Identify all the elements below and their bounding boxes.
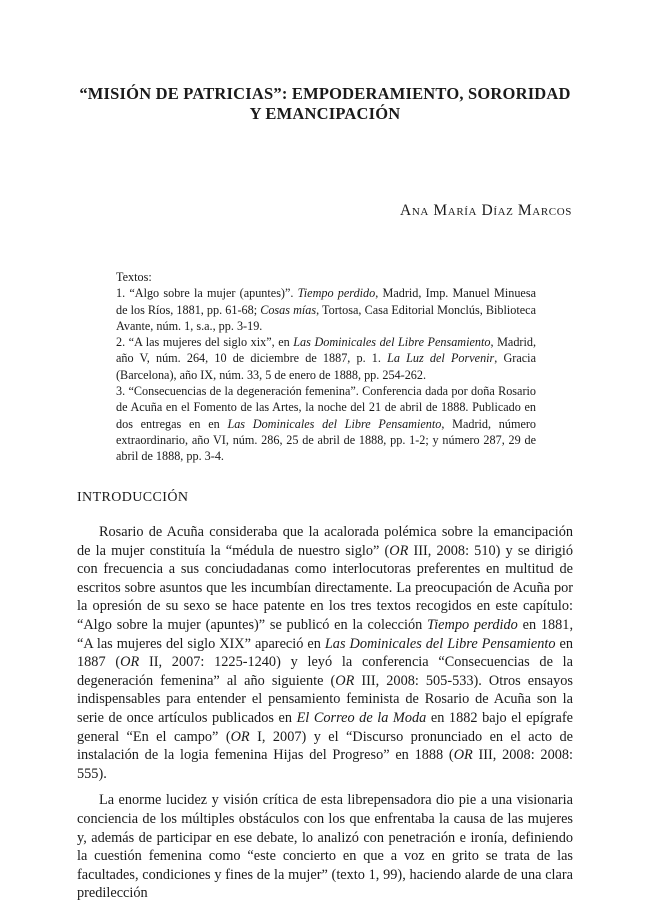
section-heading: INTRODUCCIÓN [77,490,189,505]
citation-abbrev: OR [230,728,250,745]
source-text: , Madrid, Imp. Manuel Minuesa de los Ríos, 1881, pp. 61-68; [116,286,536,317]
article-title [60,84,590,124]
article-title-line-1: “MISIÓN DE PATRICIAS”: EMPODERAMIENTO, SORORIDAD [79,84,571,103]
citation-abbrev: OR [453,747,473,764]
source-text: , Madrid, año V, núm. 264, 10 de diciembre de 1887, p. 1. [116,335,536,366]
article-title-line-2: Y EMANCIPACIÓN [249,104,401,123]
citation-abbrev: OR [120,654,140,671]
work-title: Tiempo perdido [427,616,518,633]
text-run: III, 2008: 505-533). Otros ensayos indispensables para entender el pensamiento feminista de Rosario de Acuña son la serie de once artículos publicados en [77,672,573,726]
source-title: Las Dominicales del Libre Pensamiento [227,416,442,431]
text-run: III, 2008: 510) y se dirigió con frecuencia a sus conciudadanas como interlocutoras preferentes en multitud de escritos sobre asuntos que les incumbían directamente. La preocupación de Acuña por la opresión de su sexo se hace patente en los tres textos recogidos en este capítulo: “Algo sobre la mujer (apuntes)” se publicó en la colección [77,542,573,633]
text-run: en 1881, “A las mujeres del siglo XIX” apareció en [77,616,574,652]
text-run: I, 2007) y el “Discurso pronunciado en el acto de instalación de la logia femenina Hijas del Progreso” en 1888 ( [77,728,574,764]
text-run: en 1882 bajo el epígrafe general “En el campo” ( [77,709,573,745]
source-texts [116,269,536,465]
body-text [77,523,573,909]
work-title: El Correo de la Moda [296,709,427,726]
source-entry-3 [116,383,536,464]
paragraph: La enorme lucidez y visión crítica de esta librepensadora dio pie a una visionaria conciencia de los múltiples obstáculos con los que enfrentaba la causa de las mujeres y, además de participar en ese debate, lo analizó con penetración e ironía, definiendo la cuestión femenina como “este concierto en que a voz en grito se trata de las facultades, condiciones y fines de la mujer” (texto 1, 99), haciendo alarde de una clara predilección [77,792,573,902]
source-text: 1. “Algo sobre la mujer (apuntes)”. [116,286,298,301]
paragraph [77,523,573,783]
source-title: Las Dominicales del Libre Pensamiento [293,335,491,350]
citation-abbrev: OR [335,672,355,689]
source-texts-label: Textos: [116,270,152,284]
text-run: Rosario de Acuña consideraba que la acalorada polémica sobre la emancipación de la mujer constituía la “médula de nuestro siglo” ( [77,524,573,559]
source-title: Cosas mías [260,302,317,317]
source-text: , Gracia (Barcelona), año IX, núm. 33, 5 de enero de 1888, pp. 254-262. [116,351,536,382]
text-run: en 1887 ( [77,635,573,671]
source-text: 2. “A las mujeres del siglo xix”, en [116,335,294,350]
text-run: II, 2007: 1225-1240) y leyó la conferencia “Consecuencias de la degeneración femenina” al año siguiente ( [77,654,573,689]
text-run: III, 2008: 2008: 555). [77,747,573,782]
source-title: Tiempo perdido [297,286,376,301]
source-text: , Madrid, número extraordinario, año VI, núm. 286, 25 de abril de 1888, pp. 1-2; y número 287, 29 de abril de 1888, pp. 3-4. [116,416,537,464]
work-title: Las Dominicales del Libre Pensamiento [324,635,556,652]
citation-abbrev: OR [389,542,409,559]
source-text: , Tortosa, Casa Editorial Monclús, Biblioteca Avante, núm. 1, s.a., pp. 3-19. [116,302,536,333]
source-title: La Luz del Porvenir [387,351,495,366]
source-entry-2 [116,334,536,383]
source-entry-1 [116,285,536,334]
source-text: 3. “Consecuencias de la degeneración femenina”. Conferencia dada por doña Rosario de Acuña en el Fomento de las Artes, la noche del 21 de abril de 1888. Publicado en dos entregas en en [116,384,536,431]
article-author: Ana María Díaz Marcos [400,202,572,219]
